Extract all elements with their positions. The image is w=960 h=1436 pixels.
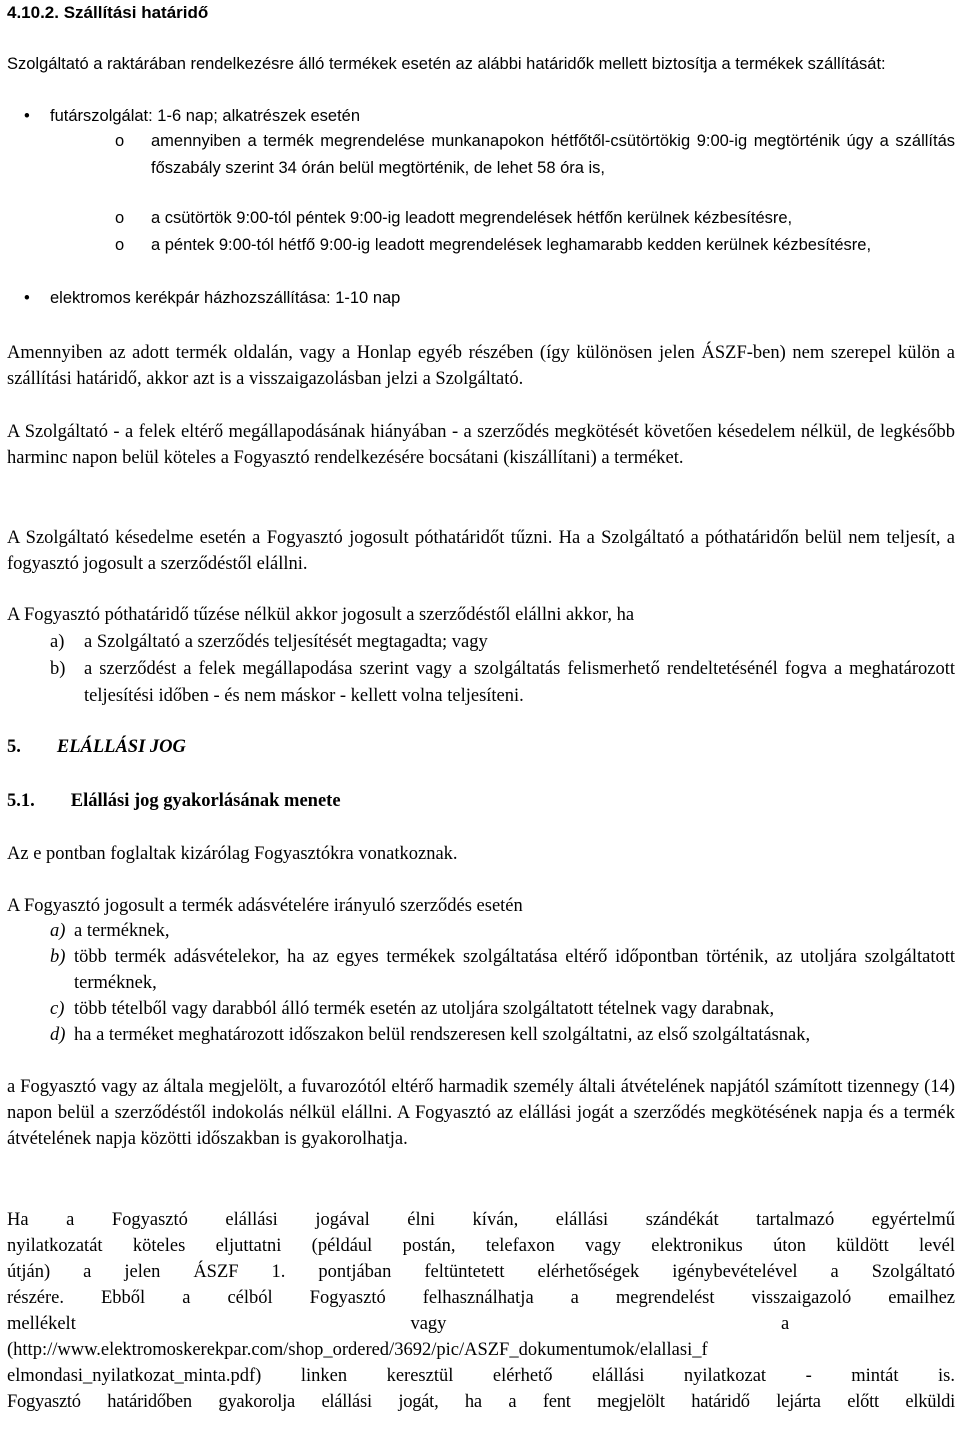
paragraph-shipping-deadline: Amennyiben az adott termék oldalán, vagy a Honlap egyéb részében (így különösen jelen ÁSZF-ben) nem szerepel külön a szállítási határidő, akkor azt is a visszaigazolásban jelzi a Szolgáltató. xyxy=(7,343,955,389)
condition-item-b xyxy=(7,656,955,710)
paragraph-scope: Az e pontban foglaltak kizárólag Fogyasztókra vonatkoznak. xyxy=(7,844,458,864)
bullet-text: elektromos kerékpár házhozszállítása: 1-10 nap xyxy=(50,289,401,307)
notice-line: Ha a Fogyasztó elállási jogával élni kíván, elállási szándékát tartalmazó egyértelmű xyxy=(7,1210,955,1230)
sub-marker: o xyxy=(115,236,125,254)
sub-item-2 xyxy=(7,205,955,232)
heading-number: 5. xyxy=(7,737,21,757)
case-marker: b) xyxy=(50,947,66,967)
heading-section-5 xyxy=(7,734,955,760)
sub-item-1 xyxy=(7,128,955,182)
paragraph-withdraw-right: A Fogyasztó jogosult a termék adásvételére irányuló szerződés esetén xyxy=(7,896,523,916)
section-heading: 4.10.2. Szállítási határidő xyxy=(7,3,209,22)
notice-line: nyilatkozatát köteles eljuttatni (például postán, telefaxon vagy elektronikus úton küldött levél xyxy=(7,1236,955,1256)
case-text: a terméknek, xyxy=(74,921,170,941)
case-text: ha a terméket meghatározott időszakon belül rendszeresen kell szolgáltatni, az első szolgáltatásnak, xyxy=(74,1025,811,1045)
paragraph-withdraw-conditions: A Fogyasztó póthatáridő tűzése nélkül akkor jogosult a szerződéstől elállni akkor, ha xyxy=(7,605,635,625)
notice-line: részére. Ebből a célból Fogyasztó felhasználhatja a megrendelést visszaigazoló emailhez xyxy=(7,1288,955,1308)
notice-line: elmondasi_nyilatkozat_minta.pdf) linken keresztül elérhető elállási nyilatkozat - mintát is. xyxy=(7,1366,955,1386)
case-text: több termék adásvételekor, ha az egyes termékek szolgáltatása eltérő időpontban történik, az utoljára szolgáltatott terméknek, xyxy=(74,947,955,993)
paragraph-grace-period: A Szolgáltató késedelme esetén a Fogyasztó jogosult póthatáridőt tűzni. Ha a Szolgáltató a póthatáridőn belül nem teljesít, a fogyasztó jogosult a szerződéstől elállni. xyxy=(7,528,955,574)
sub-marker: o xyxy=(115,209,125,227)
case-marker: c) xyxy=(50,999,65,1019)
condition-text: a szerződést a felek megállapodása szerint vagy a szolgáltatás felismerhető rendeltetésénél fogva a meghatározott teljesítési időben - és nem máskor - kellett volna teljesíteni. xyxy=(84,659,955,706)
bullet-item-1 xyxy=(7,103,955,129)
intro-text: Szolgáltató a raktárában rendelkezésre álló termékek esetén az alábbi határidők mellett biztosítja a termékek szállítását: xyxy=(7,55,886,73)
sub-text: a péntek 9:00-tól hétfő 9:00-ig leadott megrendelések leghamarabb kedden kerülnek kézbesítésre, xyxy=(151,236,872,254)
bullet-marker: • xyxy=(24,289,30,307)
condition-text: a Szolgáltató a szerződés teljesítését megtagadta; vagy xyxy=(84,632,488,652)
condition-marker: a) xyxy=(50,632,65,652)
sub-text: amennyiben a termék megrendelése munkanapokon hétfőtől-csütörtökig 9:00-ig megtörténik úgy a szállítás főszabály szerint 34 órán belül megtörténik, de lehet 58 óra is, xyxy=(151,132,955,177)
condition-marker: b) xyxy=(50,659,66,679)
heading-title: ELÁLLÁSI JOG xyxy=(56,737,186,757)
bullet-marker: • xyxy=(24,107,30,125)
case-item-b xyxy=(7,944,955,996)
condition-item-a xyxy=(7,629,955,656)
case-item-d xyxy=(7,1022,955,1048)
notice-line: Fogyasztó határidőben gyakorolja elállási jogát, ha a fent megjelölt határidő lejárta előtt elküldi xyxy=(7,1392,955,1412)
case-text: több tételből vagy darabból álló termék esetén az utoljára szolgáltatott tételnek vagy darabnak, xyxy=(74,999,775,1019)
bullet-text: futárszolgálat: 1-6 nap; alkatrészek esetén xyxy=(50,107,361,125)
notice-url-line: (http://www.elektromoskerekpar.com/shop_ordered/3692/pic/ASZF_dokumentumok/elallasi_f xyxy=(7,1340,708,1360)
case-marker: d) xyxy=(50,1025,66,1045)
case-marker: a) xyxy=(50,921,66,941)
case-item-c xyxy=(7,996,955,1022)
paragraph-withdraw-notice xyxy=(7,1207,955,1415)
case-item-a xyxy=(7,918,955,944)
heading-number: 5.1. xyxy=(7,791,35,811)
heading-title: Elállási jog gyakorlásának menete xyxy=(70,791,341,811)
sub-text: a csütörtök 9:00-tól péntek 9:00-ig leadott megrendelések hétfőn kerülnek kézbesítésre, xyxy=(151,209,793,227)
paragraph-delivery-obligation: A Szolgáltató - a felek eltérő megállapodásának hiányában - a szerződés megkötését követően késedelem nélkül, de legkésőbb harminc napon belül köteles a Fogyasztó rendelkezésére bocsátani (kiszállítani) a terméket. xyxy=(7,422,955,468)
paragraph-withdraw-period: a Fogyasztó vagy az általa megjelölt, a fuvarozótól eltérő harmadik személy általi átvételének napjától számított tizennegy (14) napon belül a szerződéstől indokolás nélkül elállni. A Fogyasztó az elállási jogát a szerződés megkötésének napja és a termék átvételének napja közötti időszakban is gyakorolhatja. xyxy=(7,1077,955,1149)
intro-paragraph xyxy=(7,52,955,77)
bullet-item-2 xyxy=(7,285,955,311)
sub-item-3 xyxy=(7,232,955,259)
notice-line: útján) a jelen ÁSZF 1. pontjában feltüntetett elérhetőségek igénybevételével a Szolgáltató xyxy=(7,1262,955,1282)
heading-section-5-1 xyxy=(7,788,955,814)
notice-line: mellékelt vagy a xyxy=(7,1314,790,1334)
sub-marker: o xyxy=(115,132,125,150)
